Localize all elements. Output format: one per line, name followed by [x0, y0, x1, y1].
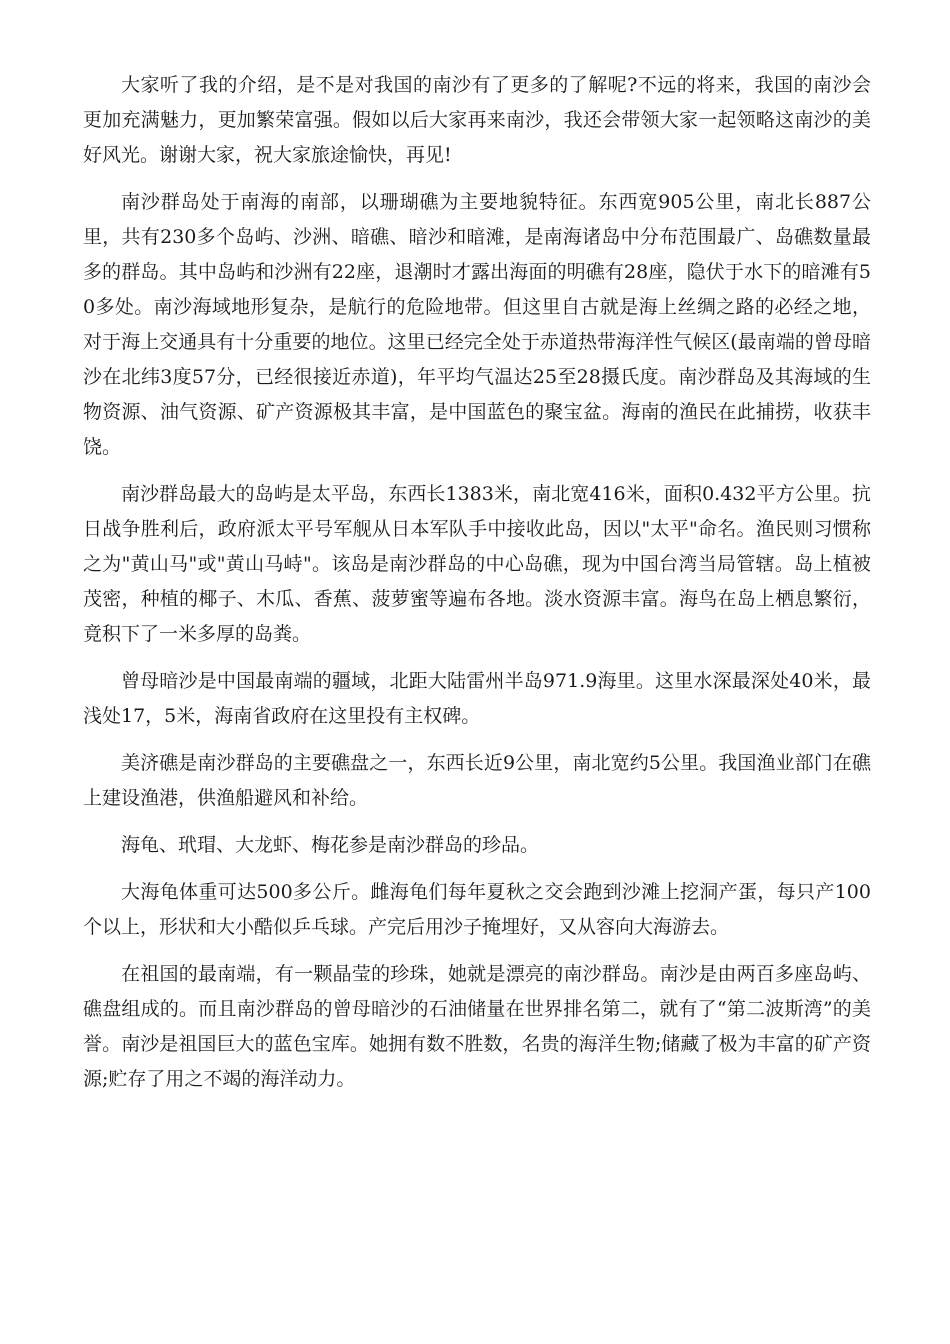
paragraph-southern-pearl: 在祖国的最南端，有一颗晶莹的珍珠，她就是漂亮的南沙群岛。南沙是由两百多座岛屿、礁盘组成的。而且南沙群岛的曾母暗沙的石油储量在世界排名第二，就有了“第二波斯湾”的美誉。南沙是祖国巨大的蓝色宝库。她拥有数不胜数，名贵的海洋生物;储藏了极为丰富的矿产资源;贮存了用之不竭的海洋动力。 — [83, 963, 871, 1090]
paragraph-meiji-reef: 美济礁是南沙群岛的主要礁盘之一，东西长近9公里，南北宽约5公里。我国渔业部门在礁上建设渔港，供渔船避风和补给。 — [83, 752, 871, 809]
paragraph-zengmu-ansha: 曾母暗沙是中国最南端的疆域，北距大陆雷州半岛971.9海里。这里水深最深处40米，最浅处17，5米，海南省政府在这里投有主权碑。 — [83, 670, 871, 727]
paragraph-closing-greeting: 大家听了我的介绍，是不是对我国的南沙有了更多的了解呢?不远的将来，我国的南沙会更加充满魅力，更加繁荣富强。假如以后大家再来南沙，我还会带领大家一起领略这南沙的美好风光。谢谢大家，祝大家旅途愉快，再见! — [83, 74, 871, 166]
paragraph-nansha-overview: 南沙群岛处于南海的南部，以珊瑚礁为主要地貌特征。东西宽905公里，南北长887公里，共有230多个岛屿、沙洲、暗礁、暗沙和暗滩，是南海诸岛中分布范围最广、岛礁数量最多的群岛。其中岛屿和沙洲有22座，退潮时才露出海面的明礁有28座，隐伏于水下的暗滩有50多处。南沙海域地形复杂，是航行的危险地带。但这里自古就是海上丝绸之路的必经之地，对于海上交通具有十分重要的地位。这里已经完全处于赤道热带海洋性气候区(最南端的曾母暗沙在北纬3度57分，已经很接近赤道)，年平均气温达25至28摄氏度。南沙群岛及其海域的生物资源、油气资源、矿产资源极其丰富，是中国蓝色的聚宝盆。海南的渔民在此捕捞，收获丰饶。 — [83, 191, 871, 458]
document-page — [83, 68, 871, 1109]
paragraph-sea-turtle: 大海龟体重可达500多公斤。雌海龟们每年夏秋之交会跑到沙滩上挖洞产蛋，每只产100个以上，形状和大小酷似乒乓球。产完后用沙子掩埋好，又从容向大海游去。 — [83, 881, 871, 938]
paragraph-taiping-island: 南沙群岛最大的岛屿是太平岛，东西长1383米，南北宽416米，面积0.432平方公里。抗日战争胜利后，政府派太平号军舰从日本军队手中接收此岛，因以"太平"命名。渔民则习惯称之为"黄山马"或"黄山马峙"。该岛是南沙群岛的中心岛礁，现为中国台湾当局管辖。岛上植被茂密，种植的椰子、木瓜、香蕉、菠萝蜜等遍布各地。淡水资源丰富。海鸟在岛上栖息繁衍，竟积下了一米多厚的岛粪。 — [83, 483, 871, 645]
paragraph-treasures: 海龟、玳瑁、大龙虾、梅花参是南沙群岛的珍品。 — [121, 834, 540, 856]
